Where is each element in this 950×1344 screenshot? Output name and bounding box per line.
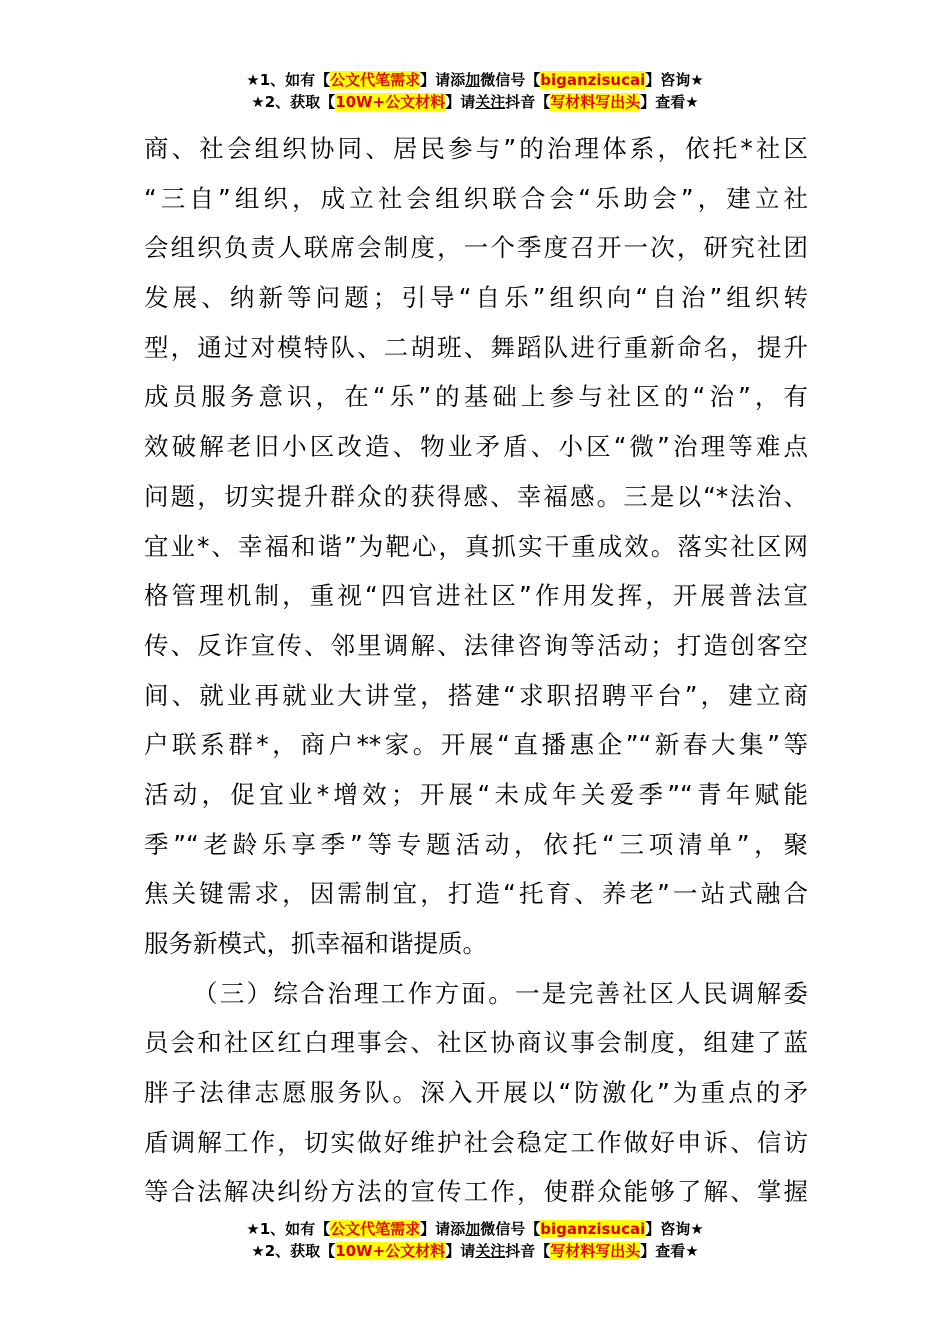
banner-text: 】请添 xyxy=(420,1220,466,1238)
banner-text: 】咨询★ xyxy=(645,1220,704,1238)
body-line-paragraph-end: 服务新模式，抓幸福和谐提质。 xyxy=(144,929,487,958)
body-line: 格管理机制，重视“四官进社区”作用发挥，开展普法宣 xyxy=(144,581,808,611)
banner-text: 】请 xyxy=(445,1242,476,1260)
document-body xyxy=(144,124,808,1217)
body-line: 效破解老旧小区改造、物业矛盾、小区“微”治理等难点 xyxy=(144,432,808,462)
banner-underlined-text: 关注 xyxy=(475,93,506,111)
body-line: 胖子法律志愿服务队。深入开展以“防激化”为重点的矛 xyxy=(144,1078,808,1108)
body-line: “三自”组织，成立社会组织联合会“乐助会”，建立社 xyxy=(144,183,808,213)
body-line: 传、反诈宣传、邻里调解、法律咨询等活动；打造创客空 xyxy=(144,630,808,660)
banner-highlight: biganzisucai xyxy=(540,1220,646,1238)
banner-text: 抖音【 xyxy=(505,93,551,111)
body-line: 季”“老龄乐享季”等专题活动，依托“三项清单”，聚 xyxy=(144,829,808,859)
body-line: 等合法解决纠纷方法的宣传工作，使群众能够了解、掌握 xyxy=(144,1177,808,1207)
header-banner-line-2 xyxy=(0,91,950,113)
banner-text: 微信号【 xyxy=(480,1220,541,1238)
banner-text: ★2、获取【 xyxy=(251,93,336,111)
footer-banner-line-2 xyxy=(0,1240,950,1262)
banner-text: 】查看★ xyxy=(640,93,699,111)
body-line-paragraph-start: （三）综合治理工作方面。一是完善社区人民调解委 xyxy=(193,978,808,1008)
banner-highlight: biganzisucai xyxy=(540,71,646,89)
body-line: 宜业*、幸福和谐”为靶心，真抓实干重成效。落实社区网 xyxy=(144,531,808,561)
banner-text: 】请 xyxy=(445,93,476,111)
banner-underlined-text: 关注 xyxy=(475,1242,506,1260)
banner-highlight: 10W+公文材料 xyxy=(335,93,446,111)
banner-text: ★1、如有【 xyxy=(246,1220,331,1238)
body-line: 发展、纳新等问题；引导“自乐”组织向“自治”组织转 xyxy=(144,283,808,313)
body-line: 员会和社区红白理事会、社区协商议事会制度，组建了蓝 xyxy=(144,1028,808,1058)
banner-highlight: 写材料写出头 xyxy=(550,93,641,111)
banner-text: ★2、获取【 xyxy=(251,1242,336,1260)
body-line: 间、就业再就业大讲堂，搭建“求职招聘平台”，建立商 xyxy=(144,680,808,710)
body-line: 成员服务意识，在“乐”的基础上参与社区的“治”，有 xyxy=(144,382,808,412)
body-line: 商、社会组织协同、居民参与”的治理体系，依托*社区 xyxy=(144,134,808,163)
banner-text: ★1、如有【 xyxy=(246,71,331,89)
banner-highlight: 公文代笔需求 xyxy=(330,71,421,89)
footer-banner-line-1 xyxy=(0,1218,950,1240)
body-line: 活动，促宜业*增效；开展“未成年关爱季”“青年赋能 xyxy=(144,779,808,809)
body-line: 型，通过对模特队、二胡班、舞蹈队进行重新命名，提升 xyxy=(144,332,808,362)
body-line: 问题，切实提升群众的获得感、幸福感。三是以“*法治、 xyxy=(144,481,808,511)
body-line: 会组织负责人联席会制度，一个季度召开一次，研究社团 xyxy=(144,233,808,263)
body-line: 户联系群*，商户**家。开展“直播惠企”“新春大集”等 xyxy=(144,730,808,760)
header-banner-line-1 xyxy=(0,69,950,91)
banner-highlight: 公文代笔需求 xyxy=(330,1220,421,1238)
banner-text: 】查看★ xyxy=(640,1242,699,1260)
banner-text: 】请添 xyxy=(420,71,466,89)
banner-highlight: 写材料写出头 xyxy=(550,1242,641,1260)
banner-highlight: 10W+公文材料 xyxy=(335,1242,446,1260)
banner-text: 】咨询★ xyxy=(645,71,704,89)
footer-banner xyxy=(0,1218,950,1262)
banner-underlined-text: 加 xyxy=(465,71,481,89)
banner-underlined-text: 加 xyxy=(465,1220,481,1238)
body-line: 焦关键需求，因需制宜，打造“托育、养老”一站式融合 xyxy=(144,879,808,909)
banner-text: 微信号【 xyxy=(480,71,541,89)
body-line: 盾调解工作，切实做好维护社会稳定工作做好申诉、信访 xyxy=(144,1127,808,1157)
banner-text: 抖音【 xyxy=(505,1242,551,1260)
header-banner xyxy=(0,69,950,113)
